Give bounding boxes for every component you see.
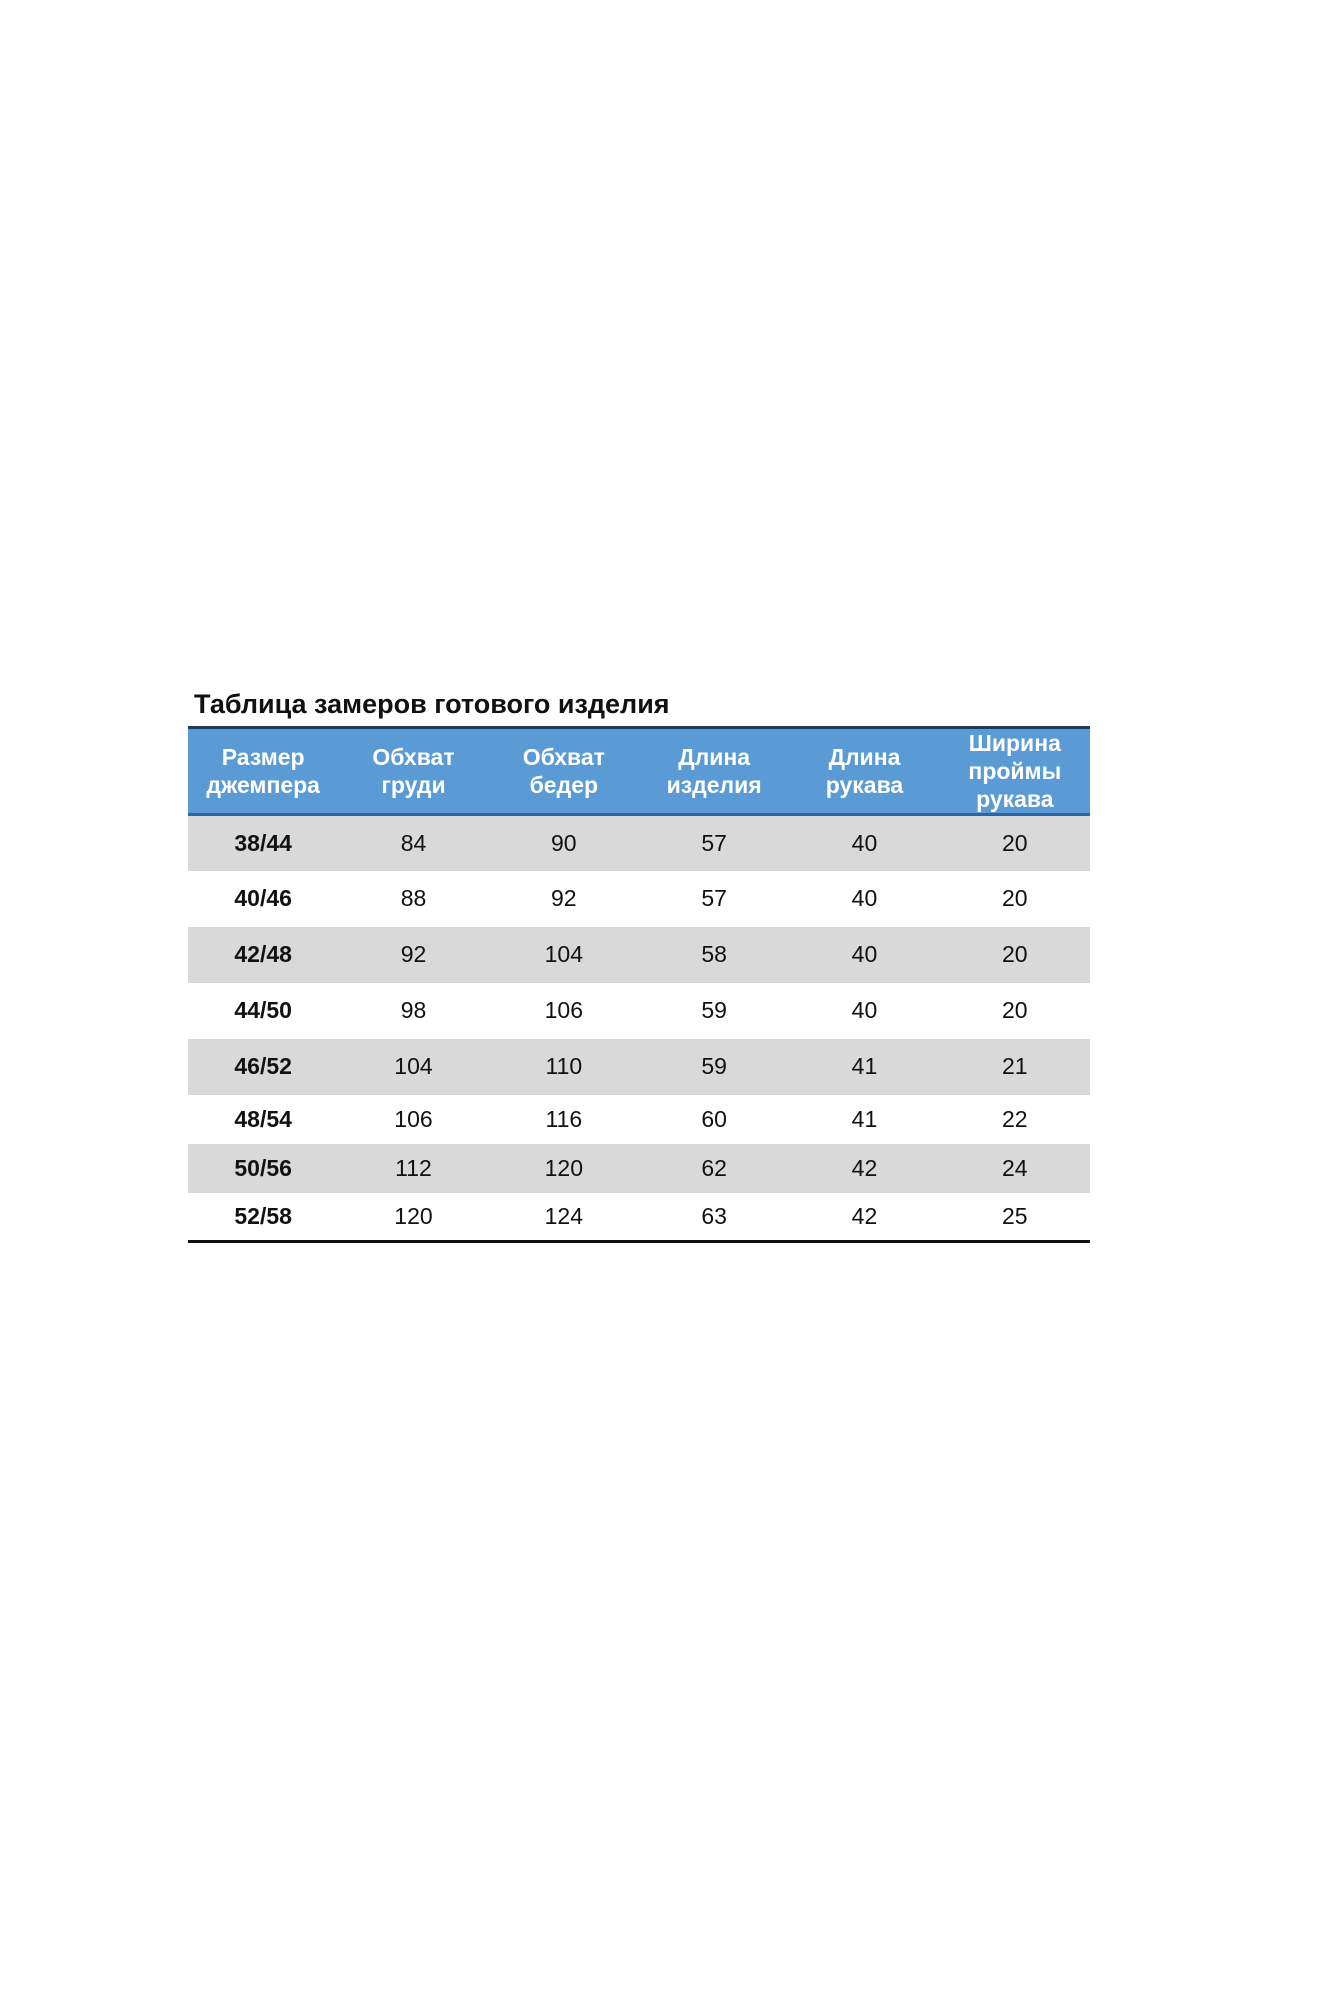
sleeve-length-cell: 41 bbox=[851, 1053, 878, 1079]
column-header-chest bbox=[338, 728, 488, 815]
chest-cell: 104 bbox=[394, 1053, 433, 1079]
size-cell: 44/50 bbox=[234, 997, 292, 1023]
length-cell: 62 bbox=[701, 1154, 727, 1181]
column-header-length bbox=[639, 728, 789, 815]
header-line: Длина bbox=[828, 744, 901, 770]
header-line: джемпера bbox=[206, 772, 320, 798]
table-row bbox=[188, 983, 1090, 1039]
header-row bbox=[188, 728, 1090, 815]
length-cell: 58 bbox=[701, 941, 727, 967]
header-line: Размер bbox=[221, 744, 305, 770]
table-row bbox=[188, 1039, 1090, 1095]
table-header bbox=[188, 728, 1090, 815]
sleeve-length-cell: 40 bbox=[851, 941, 878, 967]
header-line: рукава bbox=[976, 786, 1054, 812]
column-header-size bbox=[188, 728, 338, 815]
hips-cell: 90 bbox=[551, 829, 577, 856]
armhole-width-cell: 24 bbox=[1002, 1154, 1028, 1181]
table-row bbox=[188, 815, 1090, 871]
sleeve-length-cell: 40 bbox=[851, 829, 878, 856]
length-cell: 60 bbox=[701, 1105, 727, 1132]
header-line: бедер bbox=[529, 772, 599, 798]
header-line: проймы bbox=[968, 758, 1062, 784]
sleeve-length-cell: 41 bbox=[851, 1105, 878, 1132]
table-row bbox=[188, 1095, 1090, 1144]
column-header-hips bbox=[489, 728, 639, 815]
size-cell: 52/58 bbox=[234, 1202, 292, 1229]
length-cell: 59 bbox=[701, 997, 727, 1023]
header-line: Длина bbox=[678, 744, 751, 770]
size-cell: 46/52 bbox=[234, 1053, 292, 1079]
chest-cell: 112 bbox=[395, 1154, 432, 1181]
sleeve-length-cell: 40 bbox=[851, 997, 878, 1023]
header-line: Обхват bbox=[372, 744, 455, 770]
table-row bbox=[188, 1193, 1090, 1242]
armhole-width-cell: 20 bbox=[1002, 885, 1028, 911]
header-line: Ширина bbox=[968, 730, 1061, 756]
sleeve-length-cell: 42 bbox=[851, 1202, 878, 1229]
armhole-width-cell: 21 bbox=[1002, 1053, 1028, 1079]
size-cell: 38/44 bbox=[234, 829, 292, 856]
table-row bbox=[188, 871, 1090, 927]
hips-cell: 116 bbox=[545, 1105, 583, 1132]
size-cell: 48/54 bbox=[234, 1105, 292, 1132]
column-header-armhole-width bbox=[940, 728, 1090, 815]
chest-cell: 106 bbox=[394, 1105, 433, 1132]
sleeve-length-cell: 42 bbox=[851, 1154, 878, 1181]
size-cell: 40/46 bbox=[234, 885, 292, 911]
armhole-width-cell: 20 bbox=[1002, 829, 1028, 856]
length-cell: 63 bbox=[701, 1202, 727, 1229]
table-title: Таблица замеров готового изделия bbox=[194, 689, 670, 719]
table-row bbox=[188, 927, 1090, 983]
size-cell: 42/48 bbox=[234, 941, 292, 967]
chest-cell: 92 bbox=[400, 941, 427, 967]
header-line: рукава bbox=[825, 772, 904, 798]
chest-cell: 98 bbox=[400, 997, 427, 1023]
chest-cell: 88 bbox=[400, 885, 427, 911]
header-line: изделия bbox=[666, 772, 762, 798]
hips-cell: 110 bbox=[545, 1053, 583, 1079]
length-cell: 57 bbox=[701, 885, 727, 911]
hips-cell: 104 bbox=[544, 941, 583, 967]
table-body bbox=[188, 815, 1090, 1242]
armhole-width-cell: 20 bbox=[1002, 997, 1028, 1023]
header-line: Обхват bbox=[522, 744, 605, 770]
size-cell: 50/56 bbox=[234, 1154, 292, 1181]
length-cell: 59 bbox=[701, 1053, 727, 1079]
armhole-width-cell: 20 bbox=[1002, 941, 1028, 967]
hips-cell: 120 bbox=[544, 1154, 583, 1181]
column-header-sleeve-length bbox=[789, 728, 939, 815]
hips-cell: 124 bbox=[544, 1202, 583, 1229]
header-line: груди bbox=[381, 772, 446, 798]
armhole-width-cell: 25 bbox=[1002, 1202, 1028, 1229]
chest-cell: 120 bbox=[394, 1202, 433, 1229]
hips-cell: 106 bbox=[544, 997, 583, 1023]
chest-cell: 84 bbox=[400, 829, 427, 856]
length-cell: 57 bbox=[701, 829, 727, 856]
armhole-width-cell: 22 bbox=[1002, 1105, 1028, 1132]
hips-cell: 92 bbox=[551, 885, 577, 911]
sleeve-length-cell: 40 bbox=[851, 885, 878, 911]
table-row bbox=[188, 1144, 1090, 1193]
size-table bbox=[188, 726, 1090, 1243]
size-table-block bbox=[188, 688, 1090, 1243]
